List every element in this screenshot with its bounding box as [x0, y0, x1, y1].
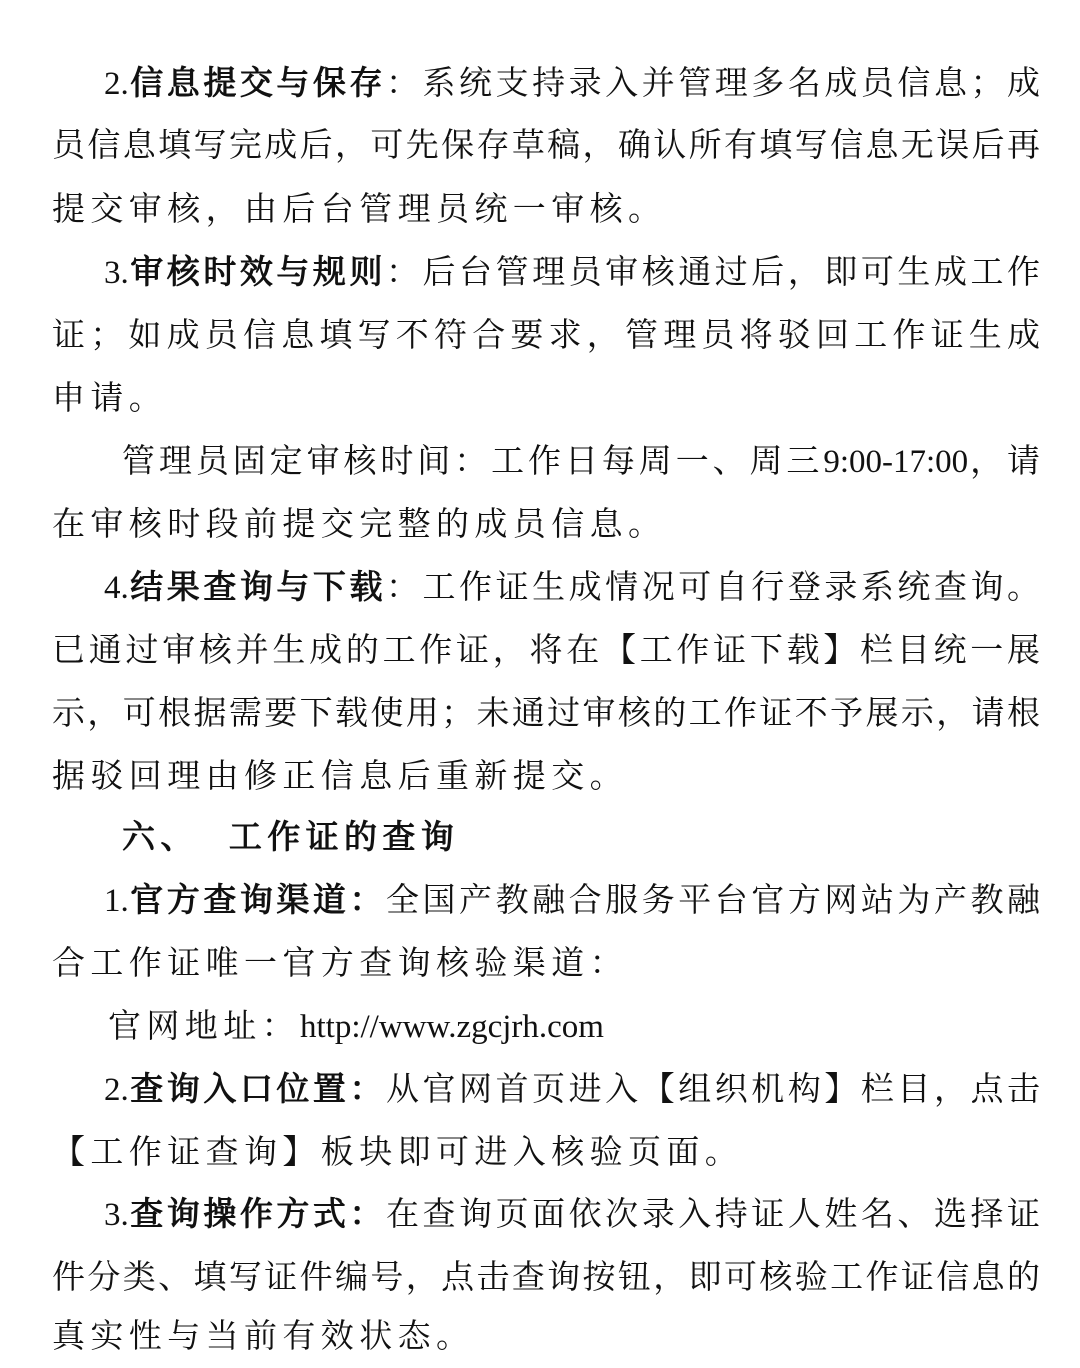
official-url-link[interactable]: http://www.zgcjrh.com [300, 1009, 604, 1045]
para-2-line-1 [104, 52, 1042, 114]
para-2-number: 2. [104, 66, 129, 102]
query-item-3-heading: 查询操作方式： [128, 1194, 386, 1233]
para-4-line-3: 示，可根据需要下载使用；未通过审核的工作证不予展示，请根 [52, 693, 1042, 732]
review-time-pre: 管理员固定审核时间：工作日每周一、周三 [122, 441, 824, 480]
query-item-1-heading: 官方查询渠道： [128, 880, 386, 919]
query-item-3-line-3: 真实性与当前有效状态。 [52, 1316, 475, 1355]
query-item-2-line-1 [104, 1058, 1042, 1120]
query-item-3-number: 3. [104, 1197, 129, 1233]
para-3-line-2: 证；如成员信息填写不符合要求，管理员将驳回工作证生成 [52, 315, 1042, 354]
section-6-number: 六、 [122, 817, 199, 856]
official-url-label: 官网地址： [108, 1006, 300, 1045]
para-3-line-3: 申请。 [52, 378, 168, 417]
review-time-line-2: 在审核时段前提交完整的成员信息。 [52, 504, 667, 543]
para-2-text: 系统支持录入并管理多名成员信息；成 [422, 63, 1043, 102]
query-item-3-line-2: 件分类、填写证件编号，点击查询按钮，即可核验工作证信息的 [52, 1257, 1042, 1296]
query-item-3-line-1 [104, 1183, 1042, 1245]
para-2-line-3: 提交审核，由后台管理员统一审核。 [52, 189, 667, 228]
para-3-heading: 审核时效与规则 [128, 252, 386, 291]
review-time-hours: 9:00-17:00 [823, 444, 969, 480]
para-4-line-2: 已通过审核并生成的工作证，将在【工作证下载】栏目统一展 [52, 630, 1042, 669]
para-3-number: 3. [104, 255, 129, 291]
query-item-2-line-2: 【工作证查询】板块即可进入核验页面。 [52, 1132, 744, 1171]
query-item-2-text: 从官网首页进入【组织机构】栏目，点击 [386, 1069, 1043, 1108]
query-item-2-number: 2. [104, 1072, 129, 1108]
para-4-line-4: 据驳回理由修正信息后重新提交。 [52, 756, 628, 795]
section-6-heading: 工作证的查询 [228, 817, 460, 856]
review-time-line-1 [122, 430, 1042, 492]
query-item-1-line-2: 合工作证唯一官方查询核验渠道： [52, 943, 628, 982]
para-4-heading: 结果查询与下载 [128, 567, 386, 606]
para-4-number: 4. [104, 570, 129, 606]
review-time-post: ，请 [968, 441, 1043, 480]
section-6-title [122, 806, 1042, 868]
para-3-line-1 [104, 241, 1042, 303]
query-item-1-text: 全国产教融合服务平台官方网站为产教融 [386, 880, 1043, 919]
query-item-1-line-1 [104, 869, 1042, 931]
query-item-3-text: 在查询页面依次录入持证人姓名、选择证 [386, 1194, 1043, 1233]
para-4-line-1 [104, 556, 1042, 618]
query-item-1-number: 1. [104, 883, 129, 919]
para-4-text: 工作证生成情况可自行登录系统查询。 [422, 567, 1043, 606]
para-3-separator: ： [386, 252, 423, 291]
para-2-heading: 信息提交与保存 [128, 63, 386, 102]
query-item-2-heading: 查询入口位置： [128, 1069, 386, 1108]
para-3-text: 后台管理员审核通过后，即可生成工作 [422, 252, 1043, 291]
official-url-line [108, 995, 1042, 1057]
para-2-separator: ： [386, 63, 423, 102]
para-4-separator: ： [386, 567, 423, 606]
para-2-line-2: 员信息填写完成后，可先保存草稿，确认所有填写信息无误后再 [52, 125, 1042, 164]
